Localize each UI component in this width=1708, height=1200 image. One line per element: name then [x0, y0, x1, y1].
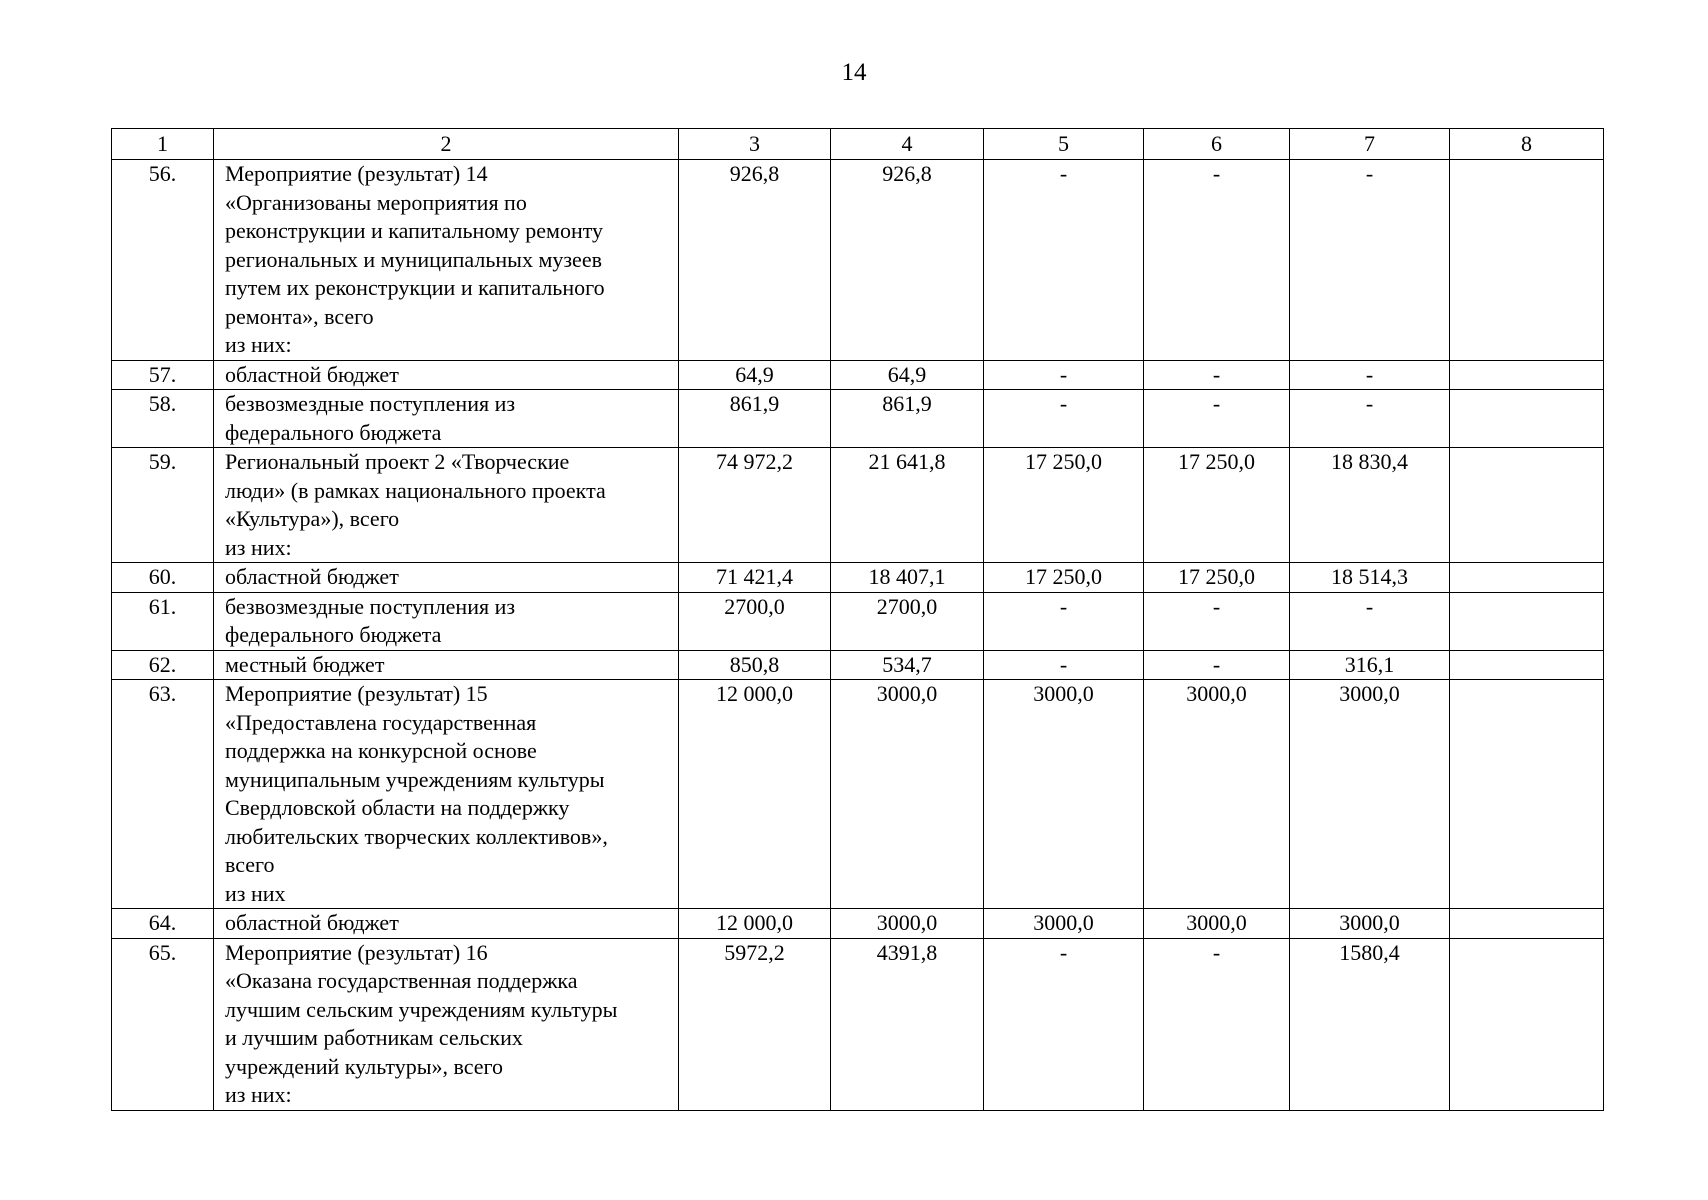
col6-value: -	[1144, 160, 1290, 361]
col3-value: 861,9	[679, 390, 831, 448]
col7-value: -	[1290, 390, 1450, 448]
row-name-line: «Культура»), всего	[225, 506, 400, 531]
row-name-line: путем их реконструкции и капитального	[225, 275, 605, 300]
row-number: 58.	[112, 390, 214, 448]
col6-value: -	[1144, 390, 1290, 448]
row-number: 61.	[112, 592, 214, 650]
row-name-line: Свердловской области на поддержку	[225, 795, 570, 820]
col8-value	[1450, 390, 1604, 448]
header-cell-2: 2	[214, 129, 679, 160]
col4-value: 21 641,8	[831, 448, 984, 563]
row-name-line: из них:	[225, 1082, 292, 1107]
row-name	[214, 160, 679, 361]
col4-value: 3000,0	[831, 909, 984, 939]
row-name-line: «Предоставлена государственная	[225, 709, 537, 735]
table-row	[112, 390, 1604, 448]
budget-table	[111, 128, 1604, 1111]
row-name	[214, 938, 679, 1110]
row-name	[214, 650, 679, 680]
row-name	[214, 563, 679, 593]
row-name-line: Мероприятие (результат) 14	[225, 161, 488, 186]
row-name-line: Региональный проект 2 «Творческие	[225, 449, 570, 474]
col6-value: 3000,0	[1144, 909, 1290, 939]
col4-value: 534,7	[831, 650, 984, 680]
row-name	[214, 592, 679, 650]
col4-value: 3000,0	[831, 680, 984, 909]
col8-value	[1450, 650, 1604, 680]
col3-value: 850,8	[679, 650, 831, 680]
row-number: 59.	[112, 448, 214, 563]
col7-value: 1580,4	[1290, 938, 1450, 1110]
row-name-line: федерального бюджета	[225, 419, 442, 445]
col6-value: 17 250,0	[1144, 448, 1290, 563]
row-name-line: любительских творческих коллективов»,	[225, 823, 608, 849]
col3-value: 64,9	[679, 360, 831, 390]
col5-value: -	[984, 160, 1144, 361]
col7-value: -	[1290, 360, 1450, 390]
row-number: 63.	[112, 680, 214, 909]
col6-value: -	[1144, 360, 1290, 390]
row-name-line: безвозмездные поступления из	[225, 391, 516, 416]
row-name-line: региональных и муниципальных музеев	[225, 246, 602, 272]
table-row	[112, 448, 1604, 563]
row-name-line: областной бюджет	[225, 564, 399, 589]
row-name-line: безвозмездные поступления из	[225, 593, 516, 619]
row-name-line: «Оказана государственная поддержка	[225, 968, 578, 993]
col5-value: 3000,0	[984, 909, 1144, 939]
row-name-line: реконструкции и капитальному ремонту	[225, 218, 604, 243]
col3-value: 71 421,4	[679, 563, 831, 593]
col3-value: 12 000,0	[679, 680, 831, 909]
col8-value	[1450, 563, 1604, 593]
col5-value: -	[984, 650, 1144, 680]
table-row	[112, 563, 1604, 593]
col7-value: 3000,0	[1290, 909, 1450, 939]
col8-value	[1450, 160, 1604, 361]
table-row	[112, 909, 1604, 939]
header-cell-4: 4	[831, 129, 984, 160]
row-number: 57.	[112, 360, 214, 390]
row-name-line: «Организованы мероприятия по	[225, 189, 527, 215]
row-name-line: из них	[225, 880, 286, 906]
col7-value: -	[1290, 160, 1450, 361]
col3-value: 12 000,0	[679, 909, 831, 939]
col6-value: 3000,0	[1144, 680, 1290, 909]
col5-value: -	[984, 360, 1144, 390]
col5-value: -	[984, 938, 1144, 1110]
col7-value: 316,1	[1290, 650, 1450, 680]
row-name	[214, 909, 679, 939]
row-name-line: лучшим сельским учреждениям культуры	[225, 996, 618, 1022]
row-name-line: областной бюджет	[225, 361, 399, 387]
col8-value	[1450, 909, 1604, 939]
header-cell-3: 3	[679, 129, 831, 160]
row-name	[214, 360, 679, 390]
row-name-line: учреждений культуры», всего	[225, 1053, 504, 1079]
col3-value: 5972,2	[679, 938, 831, 1110]
header-cell-1: 1	[112, 129, 214, 160]
row-name	[214, 390, 679, 448]
row-name-line: местный бюджет	[225, 651, 385, 677]
table-row	[112, 160, 1604, 361]
row-name-line: Мероприятие (результат) 16	[225, 939, 488, 965]
table-row	[112, 938, 1604, 1110]
col4-value: 926,8	[831, 160, 984, 361]
table-row	[112, 592, 1604, 650]
header-cell-8: 8	[1450, 129, 1604, 160]
table-row	[112, 680, 1604, 909]
row-name-line: из них:	[225, 332, 292, 357]
col5-value: 17 250,0	[984, 448, 1144, 563]
col5-value: 17 250,0	[984, 563, 1144, 593]
row-name	[214, 680, 679, 909]
table-row	[112, 360, 1604, 390]
col3-value: 926,8	[679, 160, 831, 361]
row-number: 65.	[112, 938, 214, 1110]
table-row	[112, 650, 1604, 680]
header-cell-7: 7	[1290, 129, 1450, 160]
col7-value: 18 514,3	[1290, 563, 1450, 593]
row-number: 56.	[112, 160, 214, 361]
row-name-line: из них:	[225, 534, 292, 560]
col5-value: 3000,0	[984, 680, 1144, 909]
header-cell-5: 5	[984, 129, 1144, 160]
col4-value: 4391,8	[831, 938, 984, 1110]
row-name-line: всего	[225, 852, 275, 877]
row-name-line: и лучшим работникам сельских	[225, 1025, 523, 1050]
header-row	[112, 129, 1604, 160]
row-name-line: федерального бюджета	[225, 622, 442, 647]
row-name-line: поддержка на конкурсной основе	[225, 738, 537, 763]
header-cell-6: 6	[1144, 129, 1290, 160]
row-name-line: муниципальным учреждениям культуры	[225, 766, 605, 792]
col3-value: 74 972,2	[679, 448, 831, 563]
col3-value: 2700,0	[679, 592, 831, 650]
col4-value: 861,9	[831, 390, 984, 448]
col7-value: 18 830,4	[1290, 448, 1450, 563]
row-name-line: Мероприятие (результат) 15	[225, 681, 488, 706]
row-name	[214, 448, 679, 563]
col5-value: -	[984, 390, 1144, 448]
col7-value: -	[1290, 592, 1450, 650]
col4-value: 2700,0	[831, 592, 984, 650]
col6-value: -	[1144, 938, 1290, 1110]
col6-value: 17 250,0	[1144, 563, 1290, 593]
col5-value: -	[984, 592, 1144, 650]
row-name-line: ремонта», всего	[225, 303, 374, 329]
col8-value	[1450, 360, 1604, 390]
col6-value: -	[1144, 592, 1290, 650]
row-name-line: областной бюджет	[225, 910, 399, 935]
col8-value	[1450, 448, 1604, 563]
row-number: 64.	[112, 909, 214, 939]
col6-value: -	[1144, 650, 1290, 680]
col8-value	[1450, 592, 1604, 650]
row-name-line: люди» (в рамках национального проекта	[225, 477, 606, 503]
col4-value: 64,9	[831, 360, 984, 390]
row-number: 62.	[112, 650, 214, 680]
col7-value: 3000,0	[1290, 680, 1450, 909]
col4-value: 18 407,1	[831, 563, 984, 593]
col8-value	[1450, 680, 1604, 909]
row-number: 60.	[112, 563, 214, 593]
page-number: 14	[841, 59, 867, 86]
col8-value	[1450, 938, 1604, 1110]
